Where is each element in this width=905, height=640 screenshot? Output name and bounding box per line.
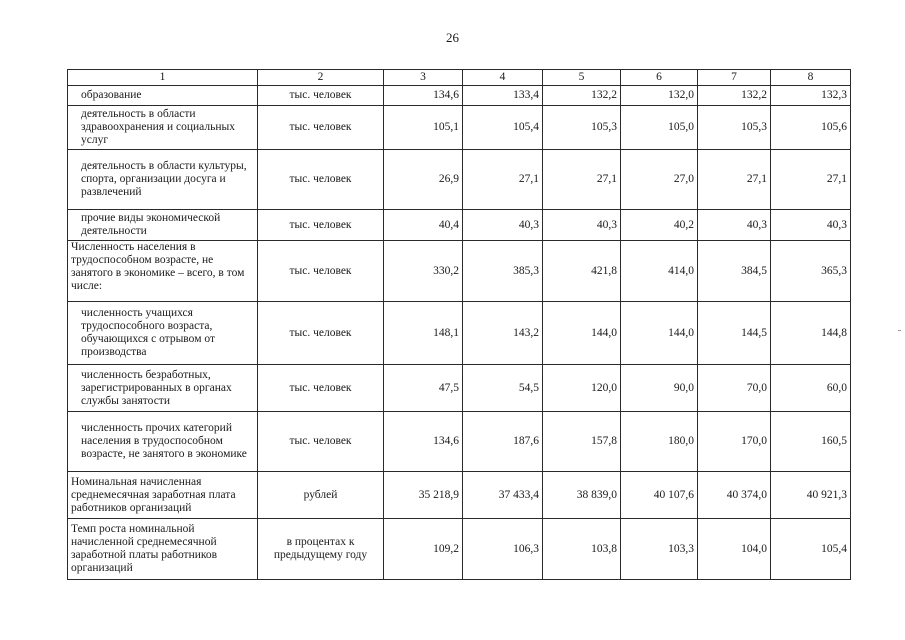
row-value: 90,0 [621,365,698,412]
row-value: 120,0 [543,365,621,412]
row-value: 27,0 [621,150,698,210]
row-unit: в процентах к предыдущему году [258,519,384,580]
row-indicator-name: Численность населения в трудоспособном возрасте, не занятого в экономике – всего, в том числе: [68,241,258,302]
row-value: 134,6 [384,86,463,106]
row-value: 103,8 [543,519,621,580]
row-value: 160,5 [771,412,851,472]
table-row [68,412,851,472]
row-value: 143,2 [463,302,543,365]
row-value: 187,6 [463,412,543,472]
table-row [68,302,851,365]
row-value: 105,0 [621,106,698,150]
row-indicator-name: образование [68,86,258,106]
column-header: 2 [258,70,384,86]
row-value: 180,0 [621,412,698,472]
row-value: 37 433,4 [463,472,543,519]
row-value: 27,1 [698,150,771,210]
row-value: 40 921,3 [771,472,851,519]
row-value: 133,4 [463,86,543,106]
row-value: 132,3 [771,86,851,106]
row-unit: тыс. человек [258,302,384,365]
table-row [68,150,851,210]
row-value: 384,5 [698,241,771,302]
row-value: 47,5 [384,365,463,412]
column-header: 4 [463,70,543,86]
row-value: 132,0 [621,86,698,106]
row-unit: тыс. человек [258,365,384,412]
column-header: 6 [621,70,698,86]
row-value: 148,1 [384,302,463,365]
row-value: 27,1 [543,150,621,210]
row-indicator-name: деятельность в области здравоохранения и социальных услуг [68,106,258,150]
row-value: 40,3 [463,210,543,241]
row-value: 105,3 [543,106,621,150]
row-unit: тыс. человек [258,150,384,210]
row-unit: тыс. человек [258,241,384,302]
row-value: 26,9 [384,150,463,210]
row-value: 54,5 [463,365,543,412]
table-row [68,519,851,580]
row-indicator-name: прочие виды экономической деятельности [68,210,258,241]
row-value: 105,4 [771,519,851,580]
scan-edge-mark [898,330,901,331]
row-value: 105,6 [771,106,851,150]
row-value: 105,4 [463,106,543,150]
row-value: 40,3 [698,210,771,241]
row-value: 170,0 [698,412,771,472]
row-value: 414,0 [621,241,698,302]
table-row [68,86,851,106]
row-value: 40 374,0 [698,472,771,519]
row-value: 144,0 [543,302,621,365]
table-row [68,210,851,241]
row-indicator-name: численность учащихся трудоспособного возраста, обучающихся с отрывом от производства [68,302,258,365]
row-value: 144,0 [621,302,698,365]
row-value: 106,3 [463,519,543,580]
row-unit: тыс. человек [258,210,384,241]
row-value: 60,0 [771,365,851,412]
row-value: 385,3 [463,241,543,302]
row-value: 40,3 [543,210,621,241]
row-value: 144,8 [771,302,851,365]
row-value: 109,2 [384,519,463,580]
column-header: 5 [543,70,621,86]
row-value: 70,0 [698,365,771,412]
statistics-table [67,69,851,580]
row-value: 105,1 [384,106,463,150]
table-row [68,106,851,150]
row-value: 40,4 [384,210,463,241]
page-number: 26 [446,30,459,45]
row-value: 421,8 [543,241,621,302]
row-value: 132,2 [543,86,621,106]
row-value: 38 839,0 [543,472,621,519]
row-value: 103,3 [621,519,698,580]
row-indicator-name: деятельность в области культуры, спорта, организации досуга и развлечений [68,150,258,210]
column-header: 3 [384,70,463,86]
row-indicator-name: Номинальная начисленная среднемесячная заработная плата работников организаций [68,472,258,519]
row-unit: тыс. человек [258,412,384,472]
table-header-row [68,70,851,86]
column-header: 8 [771,70,851,86]
row-value: 35 218,9 [384,472,463,519]
row-indicator-name: численность прочих категорий населения в трудоспособном возрасте, не занятого в экономике [68,412,258,472]
row-value: 365,3 [771,241,851,302]
row-unit: рублей [258,472,384,519]
row-value: 157,8 [543,412,621,472]
row-value: 134,6 [384,412,463,472]
row-value: 330,2 [384,241,463,302]
row-value: 40,2 [621,210,698,241]
row-value: 144,5 [698,302,771,365]
row-value: 27,1 [771,150,851,210]
table-row [68,241,851,302]
row-value: 105,3 [698,106,771,150]
row-unit: тыс. человек [258,106,384,150]
table-row [68,365,851,412]
table-row [68,472,851,519]
row-indicator-name: численность безработных, зарегистрированных в органах службы занятости [68,365,258,412]
row-value: 40 107,6 [621,472,698,519]
row-value: 104,0 [698,519,771,580]
row-value: 40,3 [771,210,851,241]
row-indicator-name: Темп роста номинальной начисленной среднемесячной заработной платы работников организаций [68,519,258,580]
row-unit: тыс. человек [258,86,384,106]
row-value: 27,1 [463,150,543,210]
column-header: 1 [68,70,258,86]
column-header: 7 [698,70,771,86]
row-value: 132,2 [698,86,771,106]
